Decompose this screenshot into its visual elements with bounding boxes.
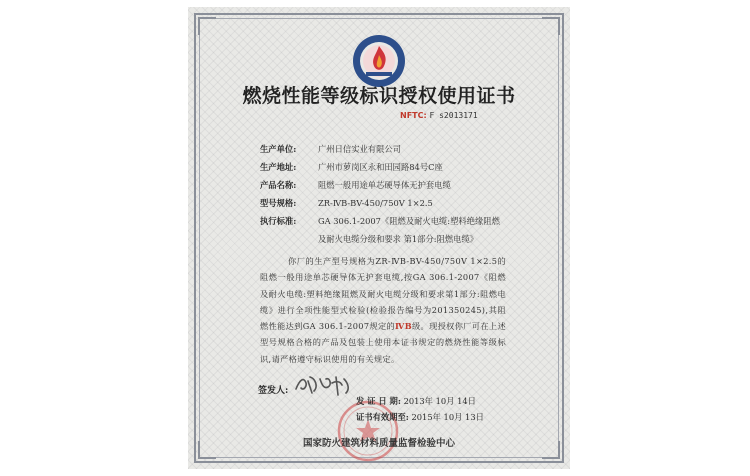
field-row xyxy=(260,197,433,209)
issue-date-value: 2013年 10月 14日 xyxy=(403,396,476,406)
field-value: GA 306.1-2007《阻燃及耐火电缆:塑料绝缘阻燃 xyxy=(318,216,500,226)
field-label: 生产地址: xyxy=(260,162,297,172)
grade-value: ⅣB xyxy=(395,321,412,332)
field-row xyxy=(260,215,500,227)
field-label: 产品名称: xyxy=(260,180,297,190)
certificate-title: 燃烧性能等级标识授权使用证书 xyxy=(242,85,516,107)
field-value: 阻燃一般用途单芯硬导体无护套电缆 xyxy=(318,180,451,190)
corner-ornament xyxy=(198,17,216,35)
field-row xyxy=(260,161,443,173)
issuing-authority: 国家防火建筑材料质量监督检验中心 xyxy=(302,438,455,449)
valid-until-value: 2015年 10月 13日 xyxy=(411,412,484,422)
field-label: 生产单位: xyxy=(260,144,297,154)
field-row xyxy=(260,179,451,191)
field-label: 型号规格: xyxy=(260,198,297,208)
field-value: 广州日信实业有限公司 xyxy=(318,144,401,154)
field-value: 广州市萝岗区永和田园路84号C座 xyxy=(318,162,443,172)
certificate-number-label: NFTC: xyxy=(400,111,427,120)
field-row xyxy=(260,143,401,155)
body-text-pre: 你厂的生产型号规格为ZR-ⅣB-BV-450/750V 1×2.5的阻燃一般用途单芯硬导体无护套电缆,按GA 306.1-2007《阻燃及耐火电缆:塑料绝缘阻燃及耐火电缆分级和要求第1部分:阻燃电缆》进行全项性能型式检验(检验报告编号为201350245),其阻燃性能达到GA 306.1-2007规定的 xyxy=(260,256,506,332)
field-value: 及耐火电缆分级和要求 第1部分:阻燃电缆》 xyxy=(318,234,479,244)
field-row xyxy=(260,233,478,245)
corner-ornament xyxy=(542,17,560,35)
certificate-page xyxy=(188,7,570,469)
valid-until-row xyxy=(356,411,484,423)
signature-icon xyxy=(292,369,354,399)
field-label: 执行标准: xyxy=(260,216,297,226)
issue-date-label: 发 证 日 期: xyxy=(356,396,401,406)
certificate-body xyxy=(260,253,506,367)
valid-until-label: 证书有效期至: xyxy=(356,412,409,422)
field-value: ZR-ⅣB-BV-450/750V 1×2.5 xyxy=(318,198,433,208)
certificate-number-value: F s2013171 xyxy=(429,111,478,120)
certificate-number xyxy=(400,111,478,120)
body-text-post: 级。现授权你厂可在上述型号规格合格的产品及包装上使用本证书规定的燃烧性能等级标识,请严格遵守标识使用的有关规定。 xyxy=(260,321,506,364)
signer-label: 签发人: xyxy=(258,386,289,396)
issue-date-row xyxy=(356,395,476,407)
official-seal-icon xyxy=(336,399,400,463)
